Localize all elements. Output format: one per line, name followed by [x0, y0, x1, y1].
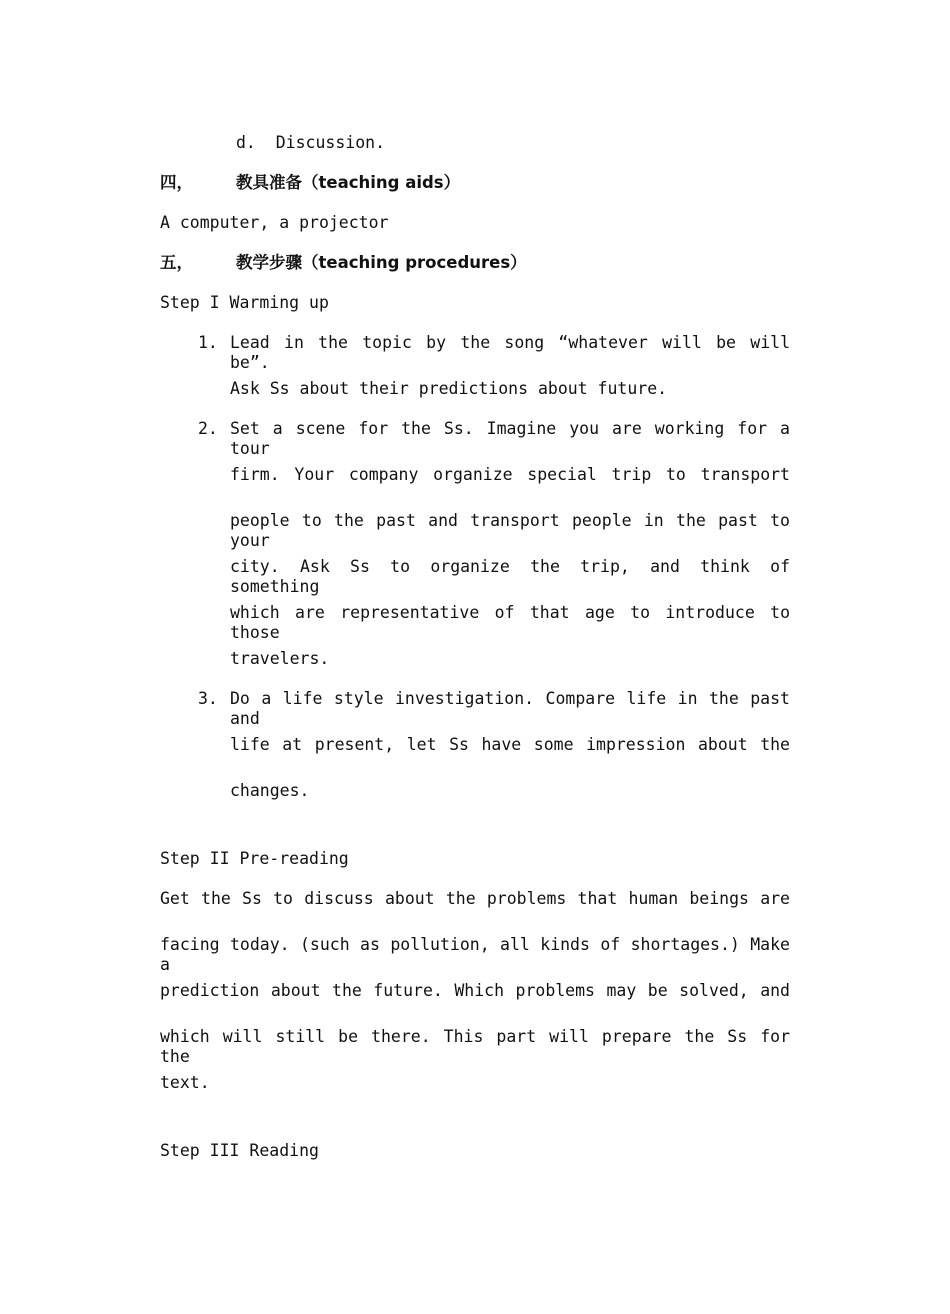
method-item-d: [236, 133, 866, 153]
method-item-d-marker: d.: [236, 133, 256, 152]
list-item-3-number: 3.: [198, 689, 218, 708]
step-1-title: Step I Warming up: [160, 293, 329, 312]
list-item-2-line-2: firm. Your company organize special trip to transport: [230, 465, 790, 484]
list-item-2-number: 2.: [198, 419, 218, 438]
list-item-2-line-6: travelers.: [230, 649, 330, 668]
step-2-title: Step II Pre-reading: [160, 849, 349, 868]
section-5-number: 五，: [160, 253, 193, 272]
list-item-2-line-5: which are representative of that age to introduce to those: [230, 603, 790, 642]
list-item-1-line-2: Ask Ss about their predictions about future.: [230, 379, 668, 398]
list-item-3-line-3: changes.: [230, 781, 310, 800]
list-item-1-line-1: Lead in the topic by the song “whatever will be will be”.: [230, 333, 790, 372]
method-item-d-text: Discussion.: [275, 133, 386, 152]
step-3-title: Step III Reading: [160, 1141, 319, 1160]
section-4-number: 四，: [160, 173, 193, 192]
teaching-aids-text: A computer, a projector: [160, 213, 389, 232]
section-5-title: 教学步骤（teaching procedures）: [236, 253, 527, 272]
list-item-2-line-1: Set a scene for the Ss. Imagine you are working for a tour: [230, 419, 790, 458]
list-item-3-line-2: life at present, let Ss have some impression about the: [230, 735, 790, 754]
list-item-2-line-3: people to the past and transport people in the past to your: [230, 511, 790, 550]
section-4-heading: [160, 173, 790, 193]
list-item-3-line-1: Do a life style investigation. Compare life in the past and: [230, 689, 790, 728]
section-4-title: 教具准备（teaching aids）: [236, 173, 461, 192]
step-2-paragraph-line-5: text.: [160, 1073, 210, 1092]
step-2-paragraph-line-4: which will still be there. This part will prepare the Ss for the: [160, 1027, 790, 1066]
list-item-2-line-4: city. Ask Ss to organize the trip, and think of something: [230, 557, 790, 596]
step-2-paragraph-line-2: facing today. (such as pollution, all kinds of shortages.) Make a: [160, 935, 790, 974]
list-item-1-number: 1.: [198, 333, 218, 352]
section-5-heading: [160, 253, 790, 273]
step-2-paragraph-line-3: prediction about the future. Which problems may be solved, and: [160, 981, 790, 1000]
step-2-paragraph-line-1: Get the Ss to discuss about the problems that human beings are: [160, 889, 790, 908]
